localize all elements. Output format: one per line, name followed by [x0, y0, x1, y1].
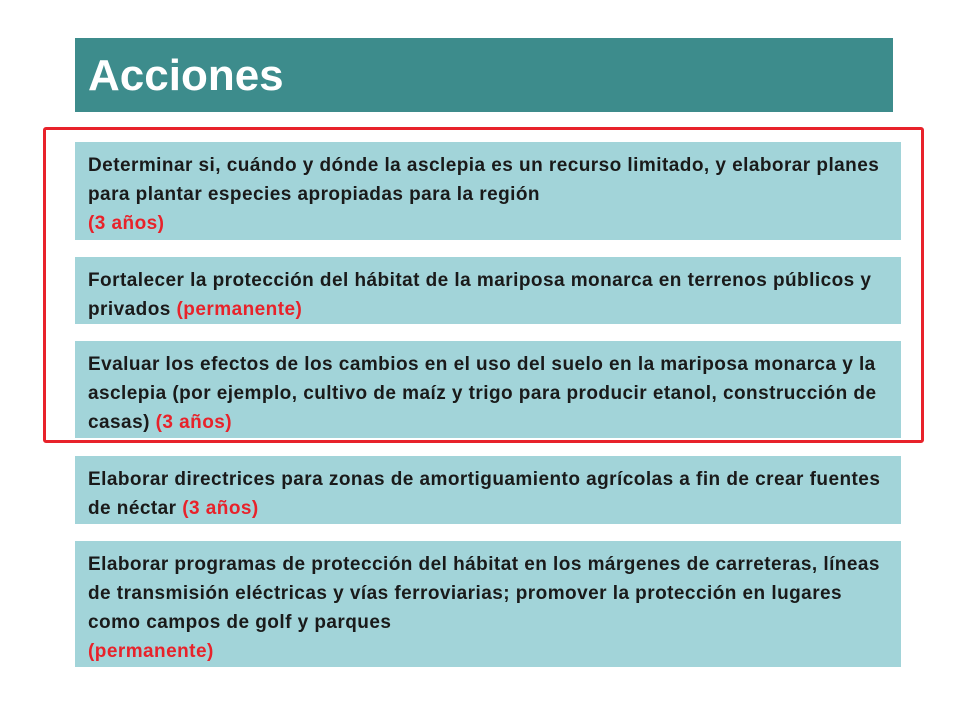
page-title: Acciones: [88, 51, 284, 100]
action-duration: (3 años): [88, 213, 165, 234]
action-item-3: [75, 341, 901, 438]
action-duration: (permanente): [88, 641, 214, 662]
action-text: Elaborar programas de protección del hábitat en los márgenes de carreteras, líneas de transmisión eléctricas y vías ferroviarias; promover la protección en lugares como campos de golf y parques: [88, 554, 880, 633]
title-bar: [75, 38, 893, 112]
action-duration: (3 años): [182, 498, 259, 519]
action-text: Evaluar los efectos de los cambios en el uso del suelo en la mariposa monarca y la asclepia (por ejemplo, cultivo de maíz y trigo para producir etanol, construcción de casas): [88, 354, 877, 433]
action-item-4: [75, 456, 901, 524]
action-text: Fortalecer la protección del hábitat de la mariposa monarca en terrenos públicos y privados: [88, 270, 872, 320]
action-duration: (3 años): [155, 412, 233, 433]
action-item-1: [75, 142, 901, 240]
action-item-5: [75, 541, 901, 667]
action-duration: (permanente): [176, 299, 303, 320]
action-text: Elaborar directrices para zonas de amortiguamiento agrícolas a fin de crear fuentes de néctar: [88, 469, 881, 519]
action-item-2: [75, 257, 901, 324]
action-text: Determinar si, cuándo y dónde la asclepia es un recurso limitado, y elaborar planes para plantar especies apropiadas para la región: [88, 155, 880, 205]
